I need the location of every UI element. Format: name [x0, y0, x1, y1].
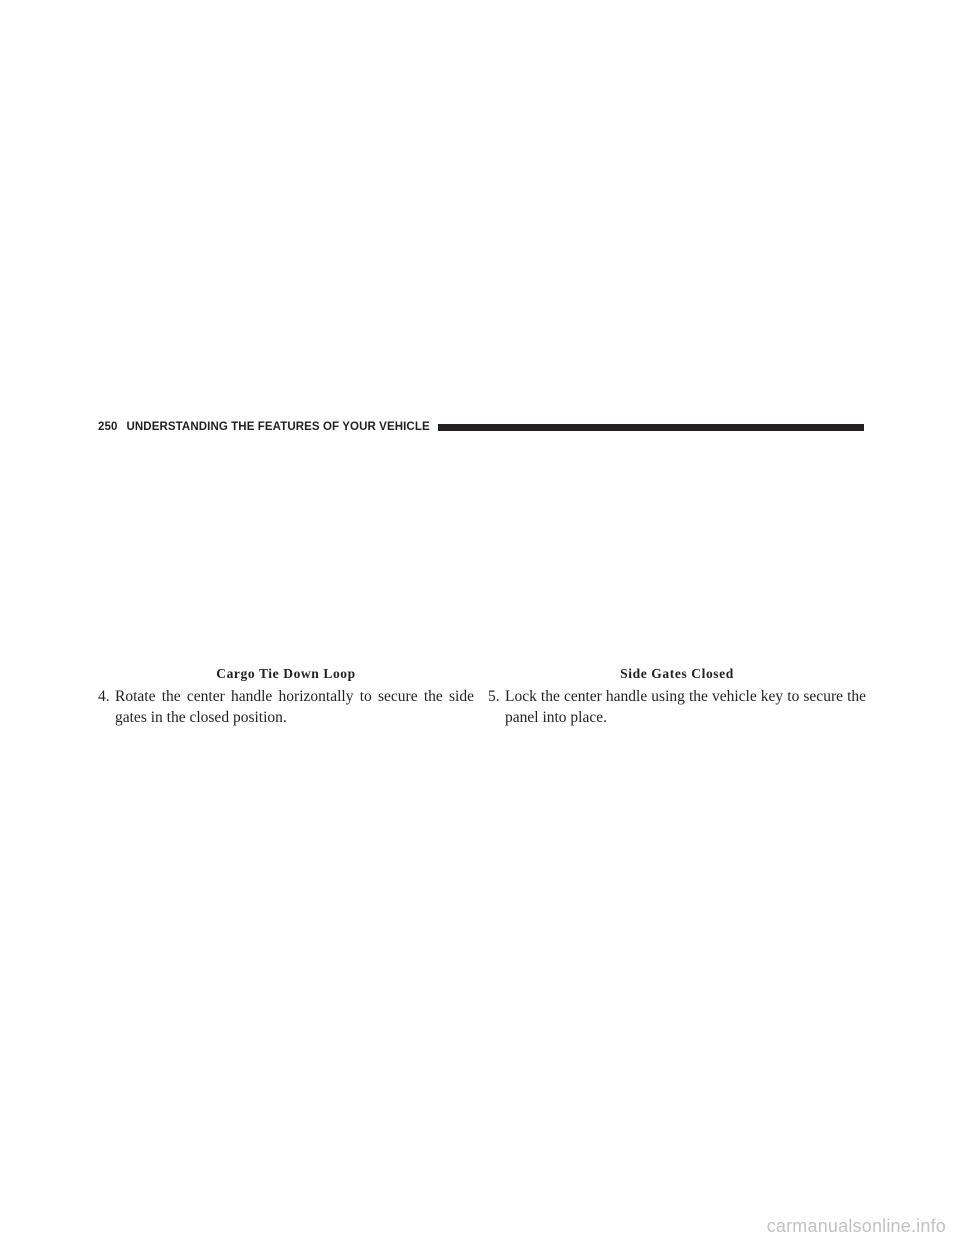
step-text: Lock the center handle using the vehicle key to secure the panel into place.	[505, 688, 866, 726]
section-title: UNDERSTANDING THE FEATURES OF YOUR VEHICLE	[126, 421, 430, 433]
step-number: 5.	[488, 688, 500, 705]
page-number: 250	[98, 421, 118, 433]
header-rule	[438, 424, 864, 431]
right-column	[488, 664, 866, 728]
running-header	[98, 418, 864, 436]
figure-caption-side-gates-closed: Side Gates Closed	[620, 666, 734, 681]
step-item-4	[98, 686, 474, 728]
watermark: carmanualsonline.info	[766, 1216, 946, 1236]
left-column	[98, 664, 474, 728]
step-text: Rotate the center handle horizontally to secure the side gates in the closed position.	[115, 688, 474, 726]
step-item-5	[488, 686, 866, 728]
step-number: 4.	[98, 688, 110, 705]
figure-caption-cargo-tie-down-loop: Cargo Tie Down Loop	[216, 666, 356, 681]
